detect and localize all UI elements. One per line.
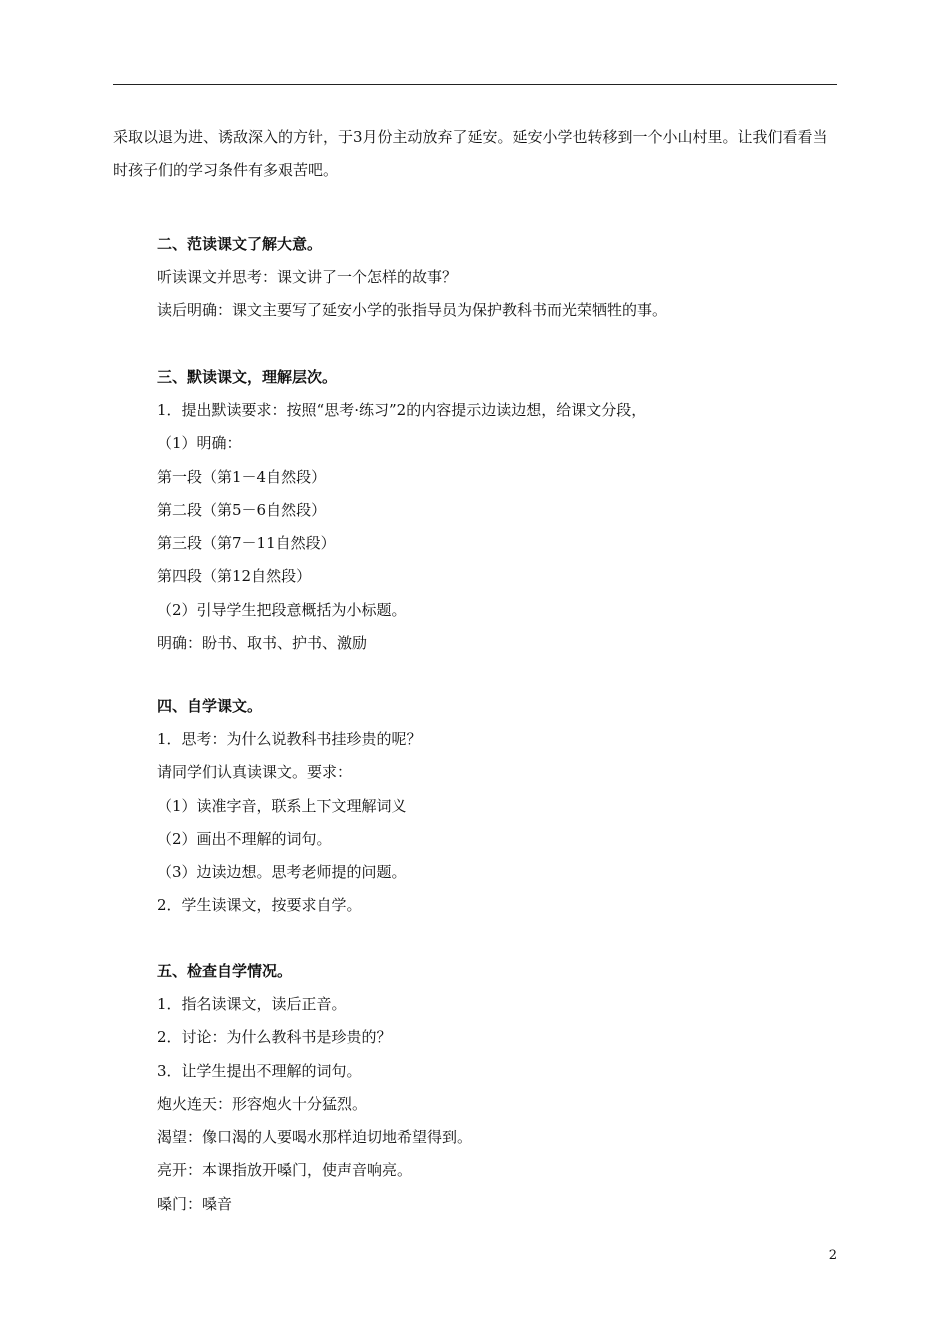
text-line: 亮开：本课指放开嗓门，使声音响亮。	[157, 1161, 413, 1180]
text-line: 3．让学生提出不理解的词句。	[157, 1061, 362, 1080]
text-line: 2．学生读课文，按要求自学。	[157, 896, 362, 915]
text-line: 明确：盼书、取书、护书、激励	[157, 634, 368, 653]
text-line: （2）画出不理解的词句。	[157, 829, 332, 848]
header-rule	[113, 84, 837, 85]
text-line: （2）引导学生把段意概括为小标题。	[157, 600, 407, 619]
section-2	[157, 228, 847, 328]
text-line: 1．指名读课文，读后正音。	[157, 995, 347, 1013]
section-5	[157, 955, 847, 1221]
section-3	[157, 361, 847, 660]
section-heading: 三、默读课文，理解层次。	[157, 368, 338, 386]
text-line: 第四段（第12自然段）	[157, 567, 312, 586]
section-heading: 二、范读课文了解大意。	[157, 235, 323, 253]
text-line: 第二段（第5－6自然段）	[157, 500, 327, 519]
text-line: 第一段（第1－4自然段）	[157, 467, 327, 486]
section-heading: 五、检查自学情况。	[157, 962, 293, 980]
text-line: 2．讨论：为什么教科书是珍贵的？	[157, 1028, 392, 1047]
text-line: 请同学们认真读课文。要求：	[157, 763, 353, 782]
text-line: （1）明确：	[157, 434, 242, 453]
text-line: 第三段（第7－11自然段）	[157, 534, 336, 553]
text-line: 听读课文并思考：课文讲了一个怎样的故事？	[157, 268, 458, 286]
section-heading: 四、自学课文。	[157, 697, 263, 715]
text-line: 读后明确：课文主要写了延安小学的张指导员为保护教科书而光荣牺牲的事。	[157, 301, 668, 320]
section-4	[157, 690, 847, 923]
page-number: 2	[828, 1248, 837, 1263]
text-line: 渴望：像口渴的人要喝水那样迫切地希望得到。	[157, 1128, 473, 1147]
text-line: 1．提出默读要求：按照“思考·练习”2的内容提示边读边想，给课文分段，	[157, 401, 647, 419]
text-line: （3）边读边想。思考老师提的问题。	[157, 863, 407, 882]
intro-paragraph: 采取以退为进、诱敌深入的方针，于3月份主动放弃了延安。延安小学也转移到一个小山村里。让我们看看当时孩子们的学习条件有多艰苦吧。	[113, 128, 828, 179]
text-line: （1）读准字音，联系上下文理解词义	[157, 796, 407, 815]
text-line: 嗓门：嗓音	[157, 1194, 233, 1213]
text-line: 炮火连天：形容炮火十分猛烈。	[157, 1094, 368, 1113]
text-line: 1．思考：为什么说教科书挂珍贵的呢？	[157, 730, 422, 748]
